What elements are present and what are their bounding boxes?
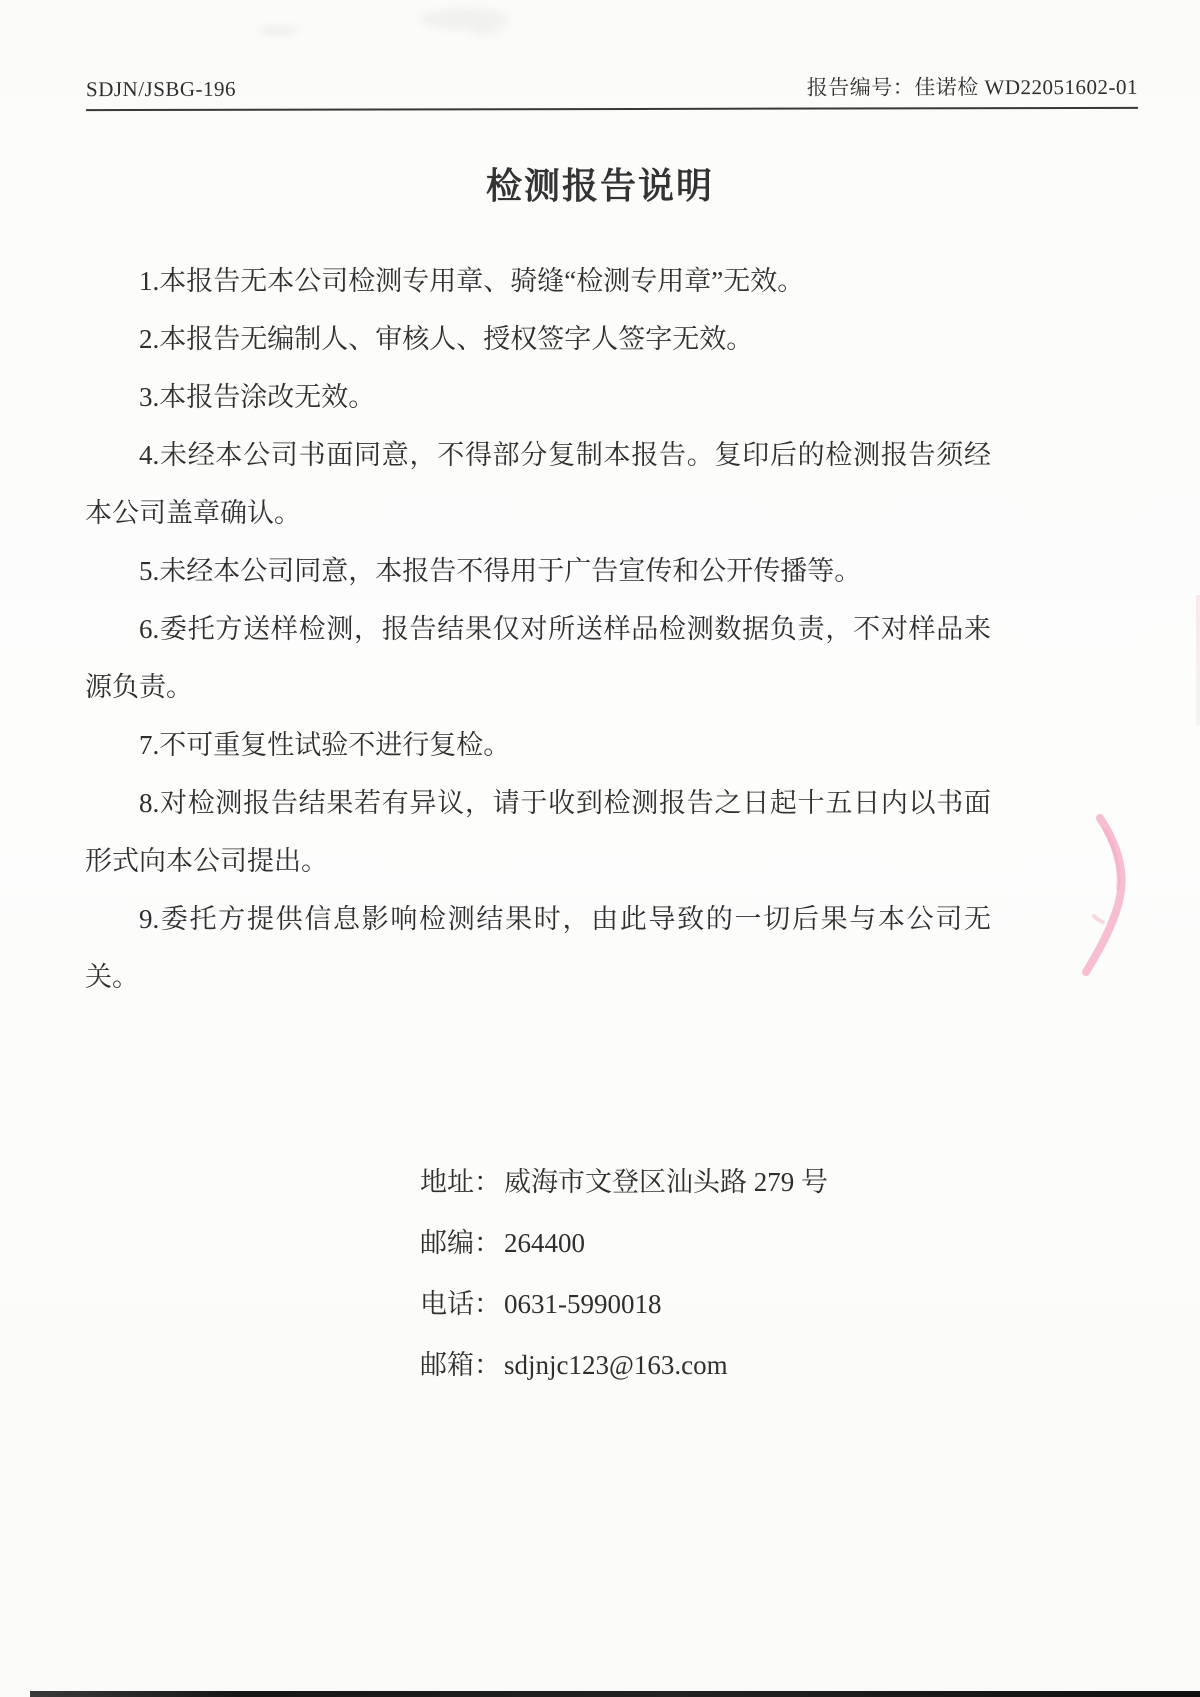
contact-block: [420, 1152, 828, 1396]
scan-edge-artifact-bottom: [30, 1691, 1200, 1697]
notice-item-6: 6.委托方送样检测，报告结果仅对所送样品检测数据负责，不对样品来源负责。: [85, 614, 991, 702]
notice-item-8: 8.对检测报告结果若有异议，请于收到检测报告之日起十五日内以书面形式向本公司提出。: [85, 788, 991, 876]
page-title: 检测报告说明: [485, 165, 714, 206]
scan-smudge: [420, 8, 510, 30]
notice-item-7: 7.不可重复性试验不进行复检。: [139, 730, 511, 760]
notice-item-9: 9.委托方提供信息影响检测结果时，由此导致的一切后果与本公司无关。: [85, 904, 991, 992]
email-value: sdjnjc123@163.com: [504, 1350, 728, 1380]
email-label: 邮箱：: [420, 1350, 501, 1380]
notice-item-3: 3.本报告涂改无效。: [139, 382, 376, 412]
report-number: 报告编号：佳诺检 WD22051602-01: [806, 74, 1139, 100]
scan-edge-artifact-right: [1196, 595, 1200, 725]
notice-item-2: 2.本报告无编制人、审核人、授权签字人签字无效。: [139, 324, 754, 354]
stamp-remnant-icon: [1050, 790, 1160, 990]
postcode-label: 邮编：: [420, 1228, 501, 1258]
contact-row-phone: [420, 1274, 828, 1335]
contact-row-address: [420, 1152, 828, 1213]
scan-smudge: [258, 26, 298, 36]
phone-label: 电话：: [420, 1289, 501, 1319]
page-header: [86, 71, 1138, 111]
contact-row-postcode: [420, 1213, 828, 1274]
address-label: 地址：: [420, 1167, 501, 1197]
postcode-value: 264400: [504, 1228, 585, 1258]
address-value: 威海市文登区汕头路 279 号: [504, 1167, 828, 1197]
notice-item-5: 5.未经本公司同意，本报告不得用于广告宣传和公开传播等。: [139, 556, 862, 586]
notice-item-1: 1.本报告无本公司检测专用章、骑缝“检测专用章”无效。: [139, 266, 805, 296]
phone-value: 0631-5990018: [504, 1289, 662, 1319]
doc-code: SDJN/JSBG-196: [85, 76, 237, 102]
notice-item-4: 4.未经本公司书面同意，不得部分复制本报告。复印后的检测报告须经本公司盖章确认。: [85, 440, 991, 528]
scan-smudge: [470, 28, 504, 36]
notice-list: [85, 252, 991, 1006]
contact-row-email: [420, 1335, 828, 1396]
